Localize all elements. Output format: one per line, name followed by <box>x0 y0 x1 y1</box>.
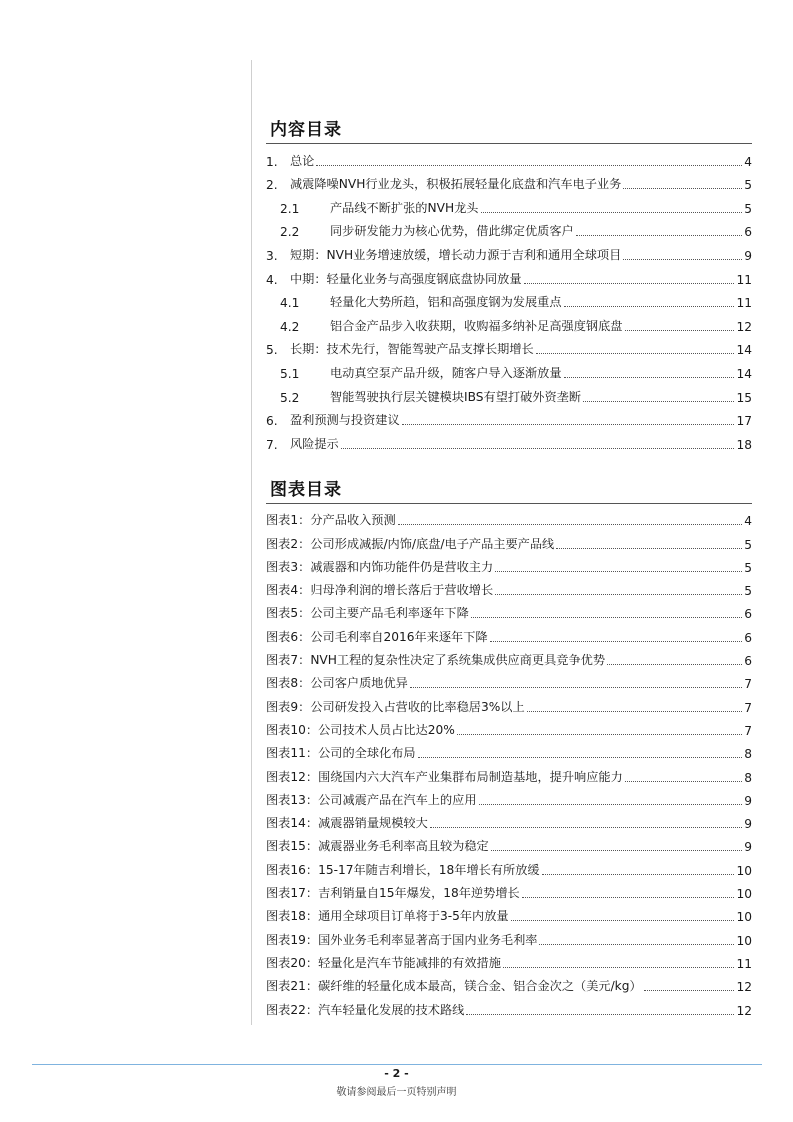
leader-dots <box>524 283 735 284</box>
figure-entry-title: 图表13：公司减震产品在汽车上的应用 <box>266 792 477 807</box>
leader-dots <box>430 827 742 828</box>
figure-entry-title: 图表9：公司研发投入占营收的比率稳居3%以上 <box>266 699 525 714</box>
figure-entry[interactable] <box>266 901 752 924</box>
toc-entry[interactable] <box>266 405 752 429</box>
figure-entry-page: 5 <box>744 584 752 599</box>
toc-entry-number: 6. <box>266 414 278 429</box>
toc-entry-title: 铝合金产品步入收获期，收购福多纳补足高强度钢底盘 <box>330 318 623 333</box>
figure-entry-page: 10 <box>736 910 752 925</box>
leader-dots <box>564 377 735 378</box>
toc-entry-page: 5 <box>744 201 752 216</box>
figure-entry-title: 图表1：分产品收入预测 <box>266 513 396 528</box>
figure-entry-page: 10 <box>736 863 752 878</box>
figure-entry-title: 图表16：15-17年随吉利增长，18年增长有所放缓 <box>266 862 540 877</box>
figure-entry-title: 图表4：归母净利润的增长落后于营收增长 <box>266 583 494 598</box>
toc-entry-page: 12 <box>736 319 752 334</box>
figure-entry-title: 图表2：公司形成减振/内饰/底盘/电子产品主要产品线 <box>266 536 555 551</box>
toc-entry[interactable] <box>266 216 752 240</box>
leader-dots <box>410 687 742 688</box>
toc-entry-number: 5. <box>266 343 278 358</box>
toc-entry-title: 轻量化大势所趋，铝和高强度钢为发展重点 <box>330 295 562 310</box>
figure-entry[interactable] <box>266 948 752 971</box>
figure-entry[interactable] <box>266 854 752 877</box>
toc-entry-page: 15 <box>736 390 752 405</box>
figure-entry[interactable] <box>266 645 752 668</box>
figure-entry[interactable] <box>266 691 752 714</box>
figure-entry[interactable] <box>266 761 752 784</box>
figure-entry-title: 图表10：公司技术人员占比达20% <box>266 722 455 737</box>
figure-entry-page: 11 <box>736 956 752 971</box>
figure-entry-title: 图表20：轻量化是汽车节能减排的有效措施 <box>266 955 501 970</box>
toc-entry[interactable] <box>266 192 752 216</box>
figure-entry-title: 图表3：减震器和内饰功能件仍是营收主力 <box>266 559 494 574</box>
figure-entry-title: 图表18：通用全球项目订单将于3-5年内放量 <box>266 909 509 924</box>
toc-entry-title: 总论 <box>290 153 315 168</box>
toc-entry-title: 长期：技术先行，智能驾驶产品支撑长期增长 <box>290 342 534 357</box>
toc-entry[interactable] <box>266 310 752 334</box>
leader-dots <box>542 874 735 875</box>
toc-entry-page: 17 <box>736 414 752 429</box>
leader-dots <box>644 990 735 991</box>
figure-entry-page: 5 <box>744 560 752 575</box>
toc-entry-page: 6 <box>744 225 752 240</box>
figure-entry-title: 图表17：吉利销量自15年爆发，18年逆势增长 <box>266 886 520 901</box>
toc-entry-page: 4 <box>744 154 752 169</box>
figure-entry-title: 图表11：公司的全球化布局 <box>266 746 416 761</box>
leader-dots <box>625 330 735 331</box>
leader-dots <box>564 306 735 307</box>
figure-entry-title: 图表21：碳纤维的轻量化成本最高，镁合金、铝合金次之（美元/kg） <box>266 979 642 994</box>
figure-entry[interactable] <box>266 971 752 994</box>
toc-entry[interactable] <box>266 263 752 287</box>
leader-dots <box>495 571 742 572</box>
toc-entry[interactable] <box>266 381 752 405</box>
leader-dots <box>623 188 742 189</box>
toc-title-rule <box>266 143 752 144</box>
toc-entry-number: 5.1 <box>280 366 300 381</box>
footer-disclaimer: 敬请参阅最后一页特别声明 <box>336 1087 457 1098</box>
figure-entry-page: 12 <box>736 980 752 995</box>
figure-entry-page: 9 <box>744 793 752 808</box>
toc-entry-number: 4.2 <box>280 319 300 334</box>
figure-entry-page: 9 <box>744 817 752 832</box>
toc-entry-number: 4. <box>266 272 278 287</box>
figure-entry[interactable] <box>266 785 752 808</box>
figure-entry[interactable] <box>266 598 752 621</box>
toc-entry-title: 盈利预测与投资建议 <box>290 413 400 428</box>
figure-entry[interactable] <box>266 552 752 575</box>
figure-entry-title: 图表22：汽车轻量化发展的技术路线 <box>266 1002 465 1017</box>
figure-entry[interactable] <box>266 831 752 854</box>
toc-entry-number: 1. <box>266 154 278 169</box>
figure-entry[interactable] <box>266 621 752 644</box>
figure-entry-title: 图表14：减震器销量规模较大 <box>266 816 428 831</box>
figure-entry-page: 10 <box>736 933 752 948</box>
toc-entry[interactable] <box>266 145 752 169</box>
toc-entry[interactable] <box>266 357 752 381</box>
toc-entry-page: 18 <box>736 437 752 452</box>
figure-entry-page: 8 <box>744 770 752 785</box>
toc-entry-title: 同步研发能力为核心优势，借此绑定优质客户 <box>330 224 574 239</box>
leader-dots <box>316 165 742 166</box>
toc-entry-page: 11 <box>736 296 752 311</box>
toc-entry-number: 4.1 <box>280 296 300 311</box>
leader-dots <box>341 448 735 449</box>
figure-entry-page: 12 <box>736 1003 752 1018</box>
toc-list <box>266 145 752 452</box>
leader-dots <box>556 548 742 549</box>
figure-entry-page: 7 <box>744 677 752 692</box>
figure-entry-page: 10 <box>736 887 752 902</box>
leader-dots <box>457 734 742 735</box>
leader-dots <box>495 594 742 595</box>
figure-entry-page: 9 <box>744 840 752 855</box>
toc-entry-title: 电动真空泵产品升级，随客户导入逐渐放量 <box>330 365 562 380</box>
leader-dots <box>481 212 743 213</box>
leader-dots <box>402 424 735 425</box>
figure-entry-title: 图表5：公司主要产品毛利率逐年下降 <box>266 606 469 621</box>
figure-entry[interactable] <box>266 808 752 831</box>
toc-entry-number: 7. <box>266 437 278 452</box>
figure-entry-title: 图表15：减震器业务毛利率高且较为稳定 <box>266 839 489 854</box>
figure-entry-page: 7 <box>744 723 752 738</box>
figure-entry-page: 6 <box>744 630 752 645</box>
figure-entry[interactable] <box>266 668 752 691</box>
toc-entry-page: 5 <box>744 178 752 193</box>
toc-title: 内容目录 <box>270 120 342 140</box>
toc-entry-title: 智能驾驶执行层关键模块IBS有望打破外资垄断 <box>330 389 582 404</box>
toc-entry-title: 产品线不断扩张的NVH龙头 <box>330 200 479 215</box>
figure-entry[interactable] <box>266 878 752 901</box>
toc-entry[interactable] <box>266 239 752 263</box>
leader-dots <box>466 1014 734 1015</box>
page-number: - 2 - <box>384 1067 409 1080</box>
leader-dots <box>471 617 742 618</box>
toc-entry-number: 3. <box>266 248 278 263</box>
toc-entry-title: 减震降噪NVH行业龙头，积极拓展轻量化底盘和汽车电子业务 <box>290 177 622 192</box>
figure-entry-page: 4 <box>744 514 752 529</box>
leader-dots <box>583 401 734 402</box>
toc-entry-title: 短期：NVH业务增速放缓，增长动力源于吉利和通用全球项目 <box>290 247 622 262</box>
figure-entry[interactable] <box>266 715 752 738</box>
leader-dots <box>623 259 742 260</box>
toc-entry[interactable] <box>266 334 752 358</box>
toc-entry[interactable] <box>266 169 752 193</box>
figure-entry-page: 5 <box>744 537 752 552</box>
figures-list <box>266 505 752 1018</box>
leader-dots <box>491 850 743 851</box>
figure-entry-title: 图表7：NVH工程的复杂性决定了系统集成供应商更具竞争优势 <box>266 653 606 668</box>
toc-entry-title: 风险提示 <box>290 436 339 451</box>
leader-dots <box>503 967 735 968</box>
figure-entry[interactable] <box>266 505 752 528</box>
figure-entry-page: 6 <box>744 654 752 669</box>
figure-entry[interactable] <box>266 924 752 947</box>
toc-entry-page: 14 <box>736 343 752 358</box>
leader-dots <box>576 235 742 236</box>
leader-dots <box>479 804 743 805</box>
figure-entry[interactable] <box>266 994 752 1017</box>
figure-entry-page: 6 <box>744 607 752 622</box>
figure-entry[interactable] <box>266 738 752 761</box>
leader-dots <box>625 781 742 782</box>
figures-title-rule <box>266 503 752 504</box>
leader-dots <box>539 944 734 945</box>
toc-entry[interactable] <box>266 287 752 311</box>
toc-entry-number: 2.1 <box>280 201 300 216</box>
toc-entry-page: 9 <box>744 248 752 263</box>
left-margin-rule <box>251 60 252 1025</box>
footer-rule <box>32 1064 762 1065</box>
leader-dots <box>527 711 743 712</box>
figures-title: 图表目录 <box>270 480 342 500</box>
toc-entry-number: 5.2 <box>280 390 300 405</box>
toc-entry-title: 中期：轻量化业务与高强度钢底盘协同放量 <box>290 271 522 286</box>
leader-dots <box>522 897 735 898</box>
toc-entry-number: 2. <box>266 178 278 193</box>
figure-entry-title: 图表8：公司客户质地优异 <box>266 676 408 691</box>
leader-dots <box>607 664 742 665</box>
figure-entry-page: 7 <box>744 700 752 715</box>
figure-entry-title: 图表12：围绕国内六大汽车产业集群布局制造基地，提升响应能力 <box>266 769 623 784</box>
leader-dots <box>490 641 743 642</box>
figure-entry-title: 图表6：公司毛利率自2016年来逐年下降 <box>266 629 488 644</box>
leader-dots <box>418 757 743 758</box>
leader-dots <box>536 353 735 354</box>
leader-dots <box>511 920 735 921</box>
toc-entry-page: 11 <box>736 272 752 287</box>
figure-entry[interactable] <box>266 575 752 598</box>
figure-entry-page: 8 <box>744 747 752 762</box>
figure-entry-title: 图表19：国外业务毛利率显著高于国内业务毛利率 <box>266 932 538 947</box>
toc-entry-number: 2.2 <box>280 225 300 240</box>
figure-entry[interactable] <box>266 528 752 551</box>
toc-entry-page: 14 <box>736 366 752 381</box>
leader-dots <box>398 524 743 525</box>
toc-entry[interactable] <box>266 428 752 452</box>
